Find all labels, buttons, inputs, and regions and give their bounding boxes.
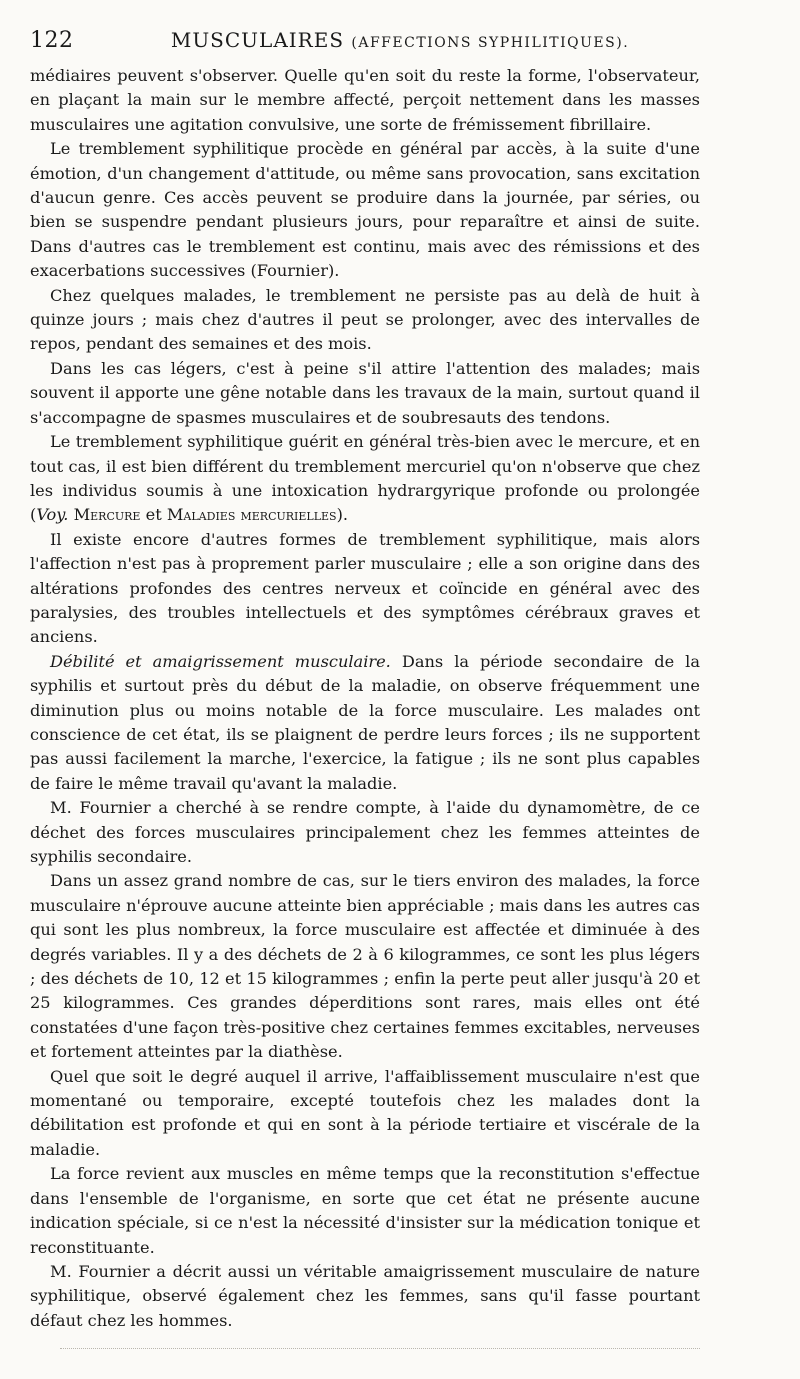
footer-dotted-rule (60, 1348, 700, 1350)
page-header (30, 28, 770, 62)
paragraph-mercury (30, 430, 700, 528)
closing-punctuation: ). (336, 505, 349, 525)
paragraph: Dans les cas légers, c'est à peine s'il attire l'attention des malades; mais souvent il apporte une gêne notable dans les travaux de la main, surtout quand il s'accompagne de spasmes musculaires et de soubresauts des tendons. (30, 358, 700, 427)
paragraph: Le tremblement syphilitique procède en général par accès, à la suite d'une émotion, d'un changement d'attitude, ou même sans provocation, sans excitation d'aucun genre. Ces accès peuvent se produire dans la journée, par séries, ou bien se suspendre pendant plusieurs jours, pour reparaître et ainsi de suite. Dans d'autres cas le tremblement est continu, mais avec des rémissions et des exacerbations successives (Fournier). (30, 139, 700, 281)
paragraph: Quel que soit le degré auquel il arrive, l'affaiblissement musculaire n'est que momentané ou temporaire, excepté toutefois chez les malades dont la débilitation est profonde et qui en sont à la période tertiaire et viscérale de la maladie. (30, 1066, 700, 1159)
paragraph-debility (30, 650, 700, 796)
paragraph: Il existe encore d'autres formes de tremblement syphilitique, mais alors l'affection n'est pas à proprement parler musculaire ; elle a son origine dans des altérations profondes des centres nerveux et coïncide en général avec des paralysies, des troubles intellectuels et des symptômes cérébraux graves et anciens. (30, 529, 700, 647)
page-number: 122 (30, 28, 74, 53)
section-heading: Débilité et amaigrissement musculaire. (50, 651, 391, 671)
paragraph: La force revient aux muscles en même temps que la reconstitution s'effectue dans l'ensemble de l'organisme, en sorte que cet état ne présente aucune indication spéciale, si ce n'est la nécessité d'insister sur la médication tonique et reconstituante. (30, 1164, 700, 1257)
voy-abbreviation: Voy. (36, 505, 69, 525)
paragraph: Chez quelques malades, le tremblement ne persiste pas au delà de huit à quinze jours ; mais chez d'autres il peut se prolonger, avec des intervalles de repos, pendant des semaines et des mois. (30, 285, 700, 354)
paragraph: M. Fournier a cherché à se rendre compte, à l'aide du dynamomètre, de ce déchet des forces musculaires principalement chez les femmes atteintes de syphilis secondaire. (30, 798, 700, 866)
cross-reference: Mercure (73, 505, 141, 525)
running-head-title: MUSCULAIRES (170, 28, 345, 52)
conjunction: et (140, 505, 167, 525)
running-head (30, 28, 770, 52)
paragraph: M. Fournier a décrit aussi un véritable amaigrissement musculaire de nature syphilitique, observé également chez les femmes, sans qu'il fasse pourtant défaut chez les hommes. (30, 1261, 700, 1330)
running-head-subtitle: (AFFECTIONS SYPHILITIQUES). (351, 35, 630, 51)
paragraph: médiaires peuvent s'observer. Quelle qu'en soit du reste la forme, l'observateur, en plaçant la main sur le membre affecté, perçoit nettement dans les masses musculaires une agitation convulsive, une sorte de frémissement fibrillaire. (30, 66, 700, 134)
body-text (30, 64, 700, 1333)
paragraph-text: Dans la période secondaire de la syphilis et surtout près du début de la maladie, on observe fréquemment une diminution plus ou moins notable de la force musculaire. Les malades ont conscience de cet état, ils se plaignent de perdre leurs forces ; ils ne supportent pas aussi facilement la marche, l'exercice, la fatigue ; ils ne sont plus capables de faire le même travail qu'avant la maladie. (30, 651, 700, 793)
paragraph-text: Le tremblement syphilitique guérit en général très-bien avec le mercure, et en tout cas, il est bien différent du tremblement mercuriel qu'on n'observe que chez les individus soumis à une intoxication hydrargyrique profonde ou prolongée ( (30, 432, 700, 525)
cross-reference: Maladies mercurielles (166, 505, 337, 525)
paragraph: Dans un assez grand nombre de cas, sur le tiers environ des malades, la force musculaire n'éprouve aucune atteinte bien appréciable ; mais dans les autres cas qui sont les plus nombreux, la force musculaire est affectée et diminuée à des degrés variables. Il y a des déchets de 2 à 6 kilogrammes, ce sont les plus légers ; des déchets de 10, 12 et 15 kilogrammes ; enfin la perte peut aller jusqu'à 20 et 25 kilogrammes. Ces grandes déperditions sont rares, mais elles ont été constatées d'une façon très-positive chez certaines femmes excitables, nerveuses et fortement atteintes par la diathèse. (30, 871, 700, 1062)
